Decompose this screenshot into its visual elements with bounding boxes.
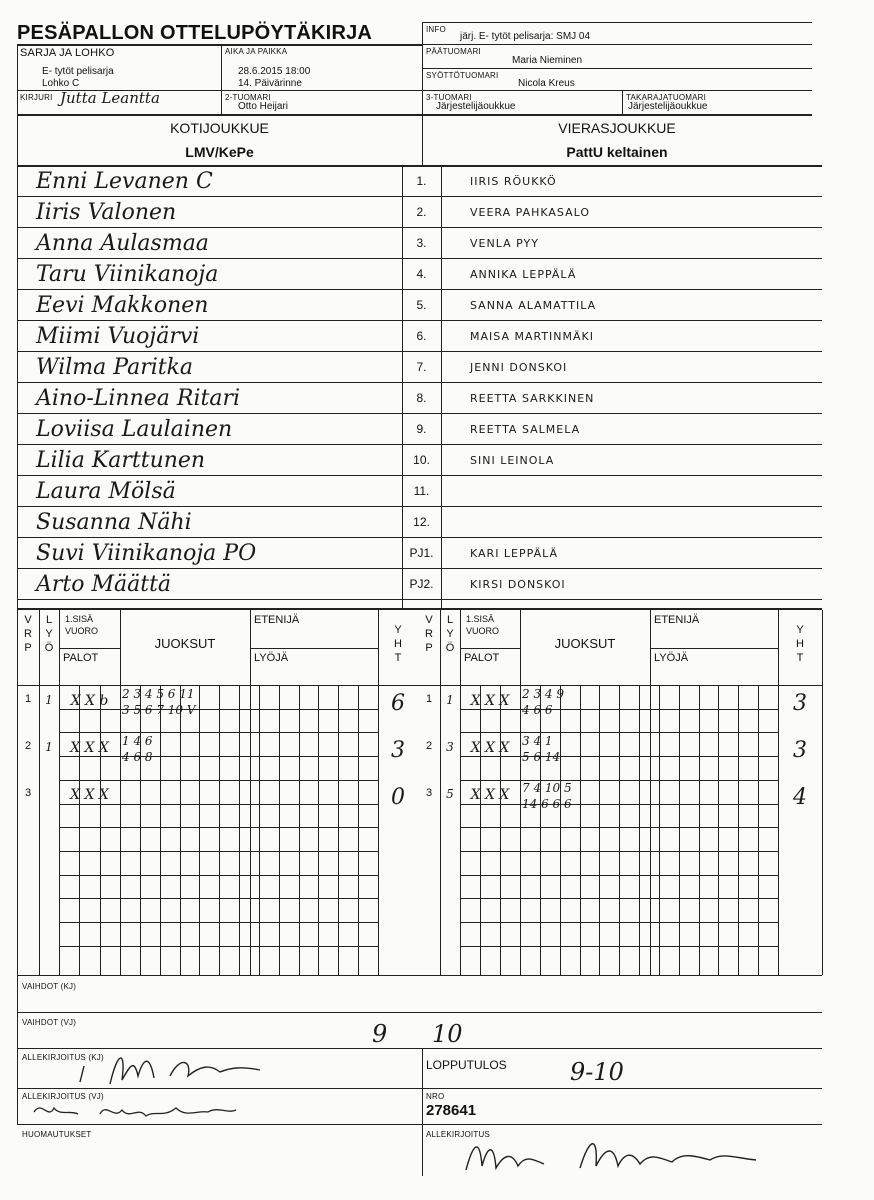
away-yht-header: H [796,638,804,650]
home-inning-outs: X X X [70,740,109,756]
home-inning-lyo: 1 [45,740,53,754]
away-yht-header: T [796,652,804,664]
away-inning-lyo: 3 [446,740,454,754]
player-number: 11. [413,484,430,498]
home-lyo-header: Y [45,628,53,640]
away-player-name: JENNI DONSKOI [470,361,568,374]
away-team-label: VIERASJOUKKUE [558,120,676,136]
away-etenija-label: ETENIJÄ [654,614,700,626]
away-inning-runs-bottom: 14 6 6 6 [522,797,572,811]
place-value: 14. Päivärinne [238,78,302,89]
home-inning-number: 1 [24,693,32,705]
away-lyo-header: Y [446,628,454,640]
away-team-name: PattU keltainen [566,144,668,160]
away-inning-number: 2 [425,740,433,752]
away-lyoja-label: LYÖJÄ [654,652,689,664]
home-player-name: Aino-Linnea Ritari [36,386,240,411]
player-number: PJ2. [409,577,434,591]
away-inning-total: 3 [793,691,807,716]
away-inning-outs: X X X [470,740,510,756]
home-signature [70,1046,290,1090]
home-inning-total: 6 [391,691,405,716]
player-number: 4. [416,267,427,281]
away-player-name: REETTA SALMELA [470,423,581,436]
head-umpire-label: PÄÄTUOMARI [426,47,481,56]
scorer-label: KIRJURI [20,93,53,102]
home-total: 9 [372,1020,388,1048]
home-inning-runs-top: 2 3 4 5 6 11 [122,687,195,701]
remarks-label: HUOMAUTUKSET [22,1130,92,1139]
home-player-name: Wilma Paritka [36,355,194,380]
away-player-name: SANNA ALAMATTILA [470,299,597,312]
home-inning-lyo: 1 [45,693,53,707]
signature-home-label: ALLEKIRJOITUS (KJ) [22,1053,104,1062]
home-etenija-label: ETENIJÄ [254,614,300,626]
home-vuoro-label: VUORO [65,626,99,636]
nro-label: NRO [426,1092,445,1101]
away-inning-total: 4 [793,785,807,810]
player-number: 8. [416,391,427,405]
home-yht-header: H [394,638,402,650]
player-number: 3. [416,236,427,250]
away-player-name: KARI LEPPÄLÄ [470,547,559,560]
home-team-label: KOTIJOUKKUE [170,120,269,136]
umpire2-label: 2-TUOMARI [225,93,271,102]
umpire3-label: 3-TUOMARI [426,93,472,102]
away-inning-runs-top: 2 3 4 9 [522,687,564,701]
home-yht-header: Y [394,624,402,636]
home-team-name: LMV/KePe [185,144,254,160]
away-player-name: IIRIS RÖUKKÖ [470,175,557,188]
home-inning-total: 0 [391,785,405,810]
home-inning-outs: X X b [70,693,109,709]
home-player-name: Miimi Vuojärvi [36,324,200,349]
away-player-name: KIRSI DONSKOI [470,578,566,591]
home-inning-number: 2 [24,740,32,752]
player-number: 5. [416,298,427,312]
home-vrp-header: P [24,642,32,654]
player-number: 6. [416,329,427,343]
home-player-name: Arto Määttä [36,572,172,597]
player-number: 10. [413,453,430,467]
away-player-name: REETTA SARKKINEN [470,392,595,405]
home-vrp-header: R [24,628,32,640]
home-inning-total: 3 [391,738,405,763]
away-player-name: SINI LEINOLA [470,454,555,467]
subs-home-label: VAIHDOT (KJ) [22,982,77,991]
home-player-name: Anna Aulasmaa [36,231,209,256]
block-value: Lohko C [42,78,80,89]
home-lyo-header: Ö [44,642,54,654]
series-label: SARJA JA LOHKO [20,47,115,59]
nro-value: 278641 [426,1102,477,1119]
umpire3-value: Järjestelijäoukkue [436,101,516,112]
home-player-name: Loviisa Laulainen [36,417,233,442]
final-score-value: 9-10 [570,1058,624,1086]
info-label: INFO [426,25,446,34]
player-number: 2. [416,205,427,219]
away-player-name: MAISA MARTINMÄKI [470,330,594,343]
away-inning-outs: X X X [470,787,510,803]
back-umpire-value: Järjestelijäoukkue [628,101,708,112]
away-palot-label: PALOT [464,652,500,664]
home-palot-label: PALOT [63,652,99,664]
away-vrp-header: R [425,628,433,640]
away-signature [30,1096,250,1126]
home-lyoja-label: LYÖJÄ [254,652,289,664]
home-inning-runs-bottom: 4 6 8 [122,750,153,764]
umpire-signature [460,1130,770,1180]
home-lyo-header: L [45,614,53,626]
player-number: PJ1. [409,546,434,560]
away-inning-outs: X X X [470,693,510,709]
info-value: järj. E- tytöt pelisarja: SMJ 04 [460,31,591,42]
series-value: E- tytöt pelisarja [42,66,114,77]
signature-away-label: ALLEKIRJOITUS (VJ) [22,1092,104,1101]
time-place-label: AIKA JA PAIKKA [225,47,288,56]
away-inning-runs-bottom: 4 6 6 [522,703,553,717]
home-player-name: Eevi Makkonen [36,293,209,318]
away-vrp-header: P [425,642,433,654]
home-juoksut-label: JUOKSUT [154,636,216,651]
home-player-name: Enni Levanen C [36,169,213,194]
player-number: 1. [416,174,427,188]
away-player-name: VENLA PYY [470,237,539,250]
away-player-name: ANNIKA LEPPÄLÄ [470,268,577,281]
away-inning-runs-bottom: 5 6 14 [522,750,561,764]
head-umpire-value: Maria Nieminen [512,55,583,66]
player-number: 7. [416,360,427,374]
home-vrp-header: V [24,614,32,626]
time-value: 28.6.2015 18:00 [238,66,311,77]
away-inning-lyo: 5 [446,787,454,801]
away-player-name: VEERA PAHKASALO [470,206,591,219]
away-inning-lyo: 1 [446,693,454,707]
home-player-name: Iiris Valonen [36,200,177,225]
away-inning-runs-top: 3 4 1 [522,734,553,748]
back-umpire-label: TAKARAJATUOMARI [626,93,707,102]
home-yht-header: T [394,652,402,664]
home-player-name: Suvi Viinikanoja PO [36,541,257,566]
away-lyo-header: L [446,614,454,626]
home-sisa-label: 1.SISÄ [65,614,94,624]
signature-label: ALLEKIRJOITUS [426,1130,490,1139]
pitch-umpire-label: SYÖTTÖTUOMARI [426,71,499,80]
away-vrp-header: V [425,614,433,626]
player-number: 9. [416,422,427,436]
away-inning-total: 3 [793,738,807,763]
away-total: 10 [432,1020,463,1048]
away-inning-runs-top: 7 4 10 5 [522,781,572,795]
home-player-name: Susanna Nähi [36,510,192,535]
away-juoksut-label: JUOKSUT [554,636,616,651]
home-inning-runs-bottom: 3 5 6 7 10 V [122,703,196,717]
away-sisa-label: 1.SISÄ [466,614,495,624]
player-number: 12. [413,515,430,529]
home-inning-number: 3 [24,787,32,799]
away-yht-header: Y [796,624,804,636]
home-player-name: Laura Mölsä [36,479,176,504]
away-inning-number: 1 [425,693,433,705]
home-player-name: Taru Viinikanoja [36,262,219,287]
home-inning-runs-top: 1 4 6 [122,734,153,748]
home-player-name: Lilia Karttunen [36,448,206,473]
away-vuoro-label: VUORO [466,626,500,636]
umpire2-value: Otto Heijari [238,101,289,112]
home-inning-outs: X X X [70,787,109,803]
final-score-label: LOPPUTULOS [426,1058,507,1072]
away-inning-number: 3 [425,787,433,799]
away-lyo-header: Ö [445,642,455,654]
subs-away-label: VAIHDOT (VJ) [22,1018,77,1027]
scorer-signature: Jutta Leantta [60,89,160,107]
page-title: PESÄPALLON OTTELUPÖYTÄKIRJA [17,22,373,44]
pitch-umpire-value: Nicola Kreus [518,78,575,89]
